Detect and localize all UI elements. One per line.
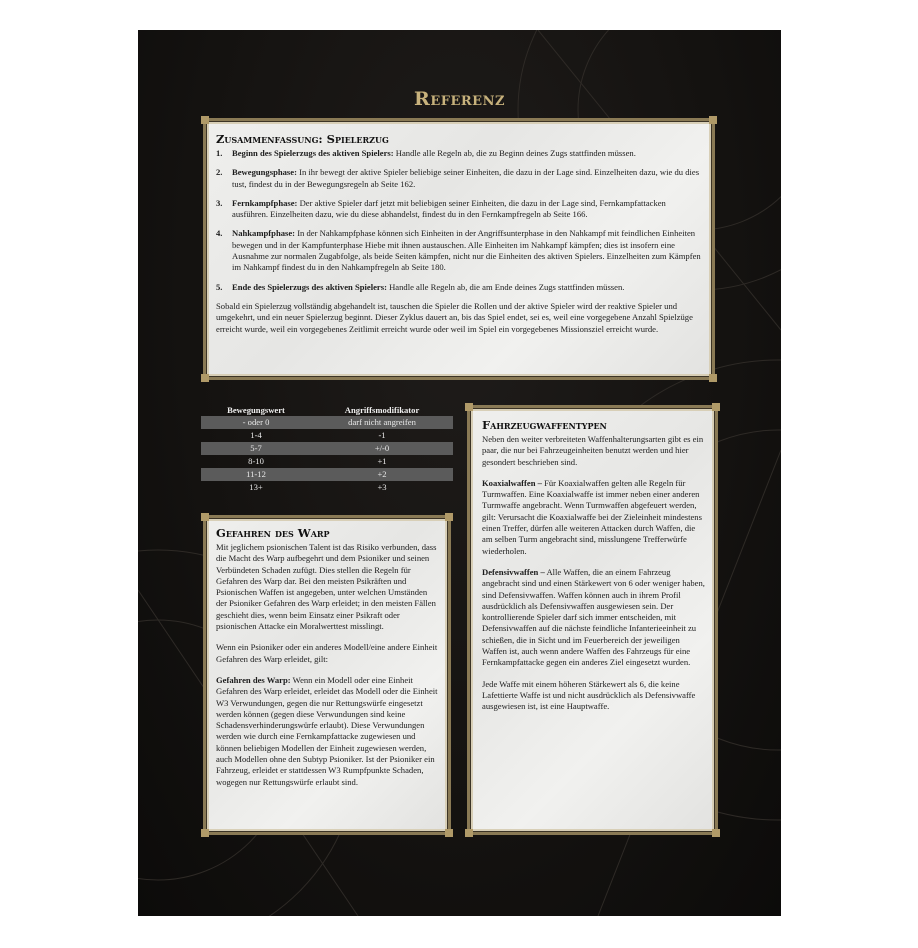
summary-closing: Sobald ein Spielerzug vollständig abgehandelt ist, tauschen die Spieler die Rollen und der aktive Spieler wird der reaktive Spieler und umgekehrt, und ein neuer Spielerzug beginnt. Dieser Zyklus dauert an, bis das Spiel endet, sei es, weil eine vorgegebene Anzahl Spielzüge erreicht wurde, weil ein vorgegebenes Zeitlimit erreicht wurde oder weil im Spiel ein vorgegebenes Missionsziel erreicht wurde. (216, 300, 693, 334)
vehicle-paragraph: Defensivwaffen – Alle Waffen, die an einem Fahrzeug angebracht sind und einen Stärkewert von 6 oder weniger haben, sind Defensivwaffen. Waffen können auch in ihrem Profil ausdrücklich als Defensivwaffen ausgewiesen sein. Der kontrollierende Spieler darf sich immer entscheiden, mit Defensivwaffen auf die nächste feindliche Infanterieeinheit zu schießen, die in Sicht und im Feuerbereich der jeweiligen Waffen ist, auch wenn andere Waffen des Fahrzeugs für eine Fernkampfattacke gegen ein anderes Ziel eingesetzt wurden. (482, 566, 705, 668)
table-row: 1-4 -1 (250, 430, 386, 440)
vehicle-weapon-types-panel (467, 405, 718, 835)
summary-step: 5. Ende des Spielerzugs des aktiven Spielers: Handle alle Regeln ab, die am Ende deines Zugs stattfinden müssen. (216, 281, 625, 292)
reference-page (138, 30, 781, 916)
warp-paragraph: Mit jeglichem psionischen Talent ist das Risiko verbunden, dass die Macht des Warp aufbegehrt und dem Psioniker und seinen Verbündeten Schaden zufügt. Dies stellen die Regeln für Gefahren des Warp dar. Bei den meisten Psikräften und Psionischen Waffen ist angegeben, unter welchen Umständen der Psioniker Gefahren des Warp erleidet; in den meisten Fällen geschieht dies, wenn beim Einsatz einer Psikraft oder psionischen Attacke ein Moralwerttest misslingt. (216, 542, 437, 632)
table-header: Bewegungswert (227, 405, 285, 415)
player-turn-summary-panel (203, 118, 715, 380)
table-row: 11-12 +2 (201, 468, 453, 481)
summary-step: 3. Fernkampfphase: Der aktive Spieler darf jetzt mit beliebigen seiner Einheiten, die dazu in der Lage sind, Fernkampfattacken ausführen. Einzelheiten dazu, wie du diese abhandelst, findest du in den Fernkampfregeln ab Seite 166. (216, 197, 666, 220)
table-row: 8-10 +1 (248, 456, 387, 466)
summary-step: 2. Bewegungsphase: In ihr bewegt der aktive Spieler beliebige seiner Einheiten, die dazu in der Lage sind. Einzelheiten dazu, wie du dies tust, findest du in der Bewegungsregeln ab Seite 162. (216, 167, 700, 189)
vehicle-heading: Fahrzeugwaffentypen (482, 418, 607, 432)
charge-modifier-table (201, 404, 453, 494)
vehicle-paragraph: Neben den weiter verbreiteten Waffenhalterungsarten gibt es ein paar, die nur bei Fahrzeugeinheiten benutzt werden und hier gesondert beschrieben sind. (482, 434, 704, 467)
vehicle-paragraph: Jede Waffe mit einem höheren Stärkewert als 6, die keine Lafettierte Waffe ist und nicht ausdrücklich als Defensivwaffe ausgewiesen ist, ist eine Hauptwaffe. (482, 678, 696, 712)
table-header: Angriffsmodifikator (344, 405, 420, 415)
summary-step: 1. Beginn des Spielerzugs des aktiven Spielers: Handle alle Regeln ab, die zu Beginn deines Zugs stattfinden müssen. (216, 148, 636, 158)
warp-heading: Gefahren des Warp (216, 526, 330, 540)
warp-paragraph: Wenn ein Psioniker oder ein anderes Modell/eine andere Einheit Gefahren des Warp erleidet, gilt: (216, 642, 438, 664)
table-row: 5-7 +/-0 (201, 442, 453, 455)
summary-heading: Zusammenfassung: Spielerzug (216, 132, 389, 146)
vehicle-paragraph: Koaxialwaffen – Für Koaxialwaffen gelten alle Regeln für Turmwaffen. Eine Koaxialwaffe ist immer neben einer anderen Turmwaffe angebracht. Wenn Turmwaffen abgefeuert werden, gilt: Verursacht die Koaxialwaffe bei der Zieleinheit mindestens einen Treffer, dürfen alle weiteren Attacken durch Waffen, die am selben Turm angebracht sind, misslungene Trefferwürfe wiederholen. (482, 477, 702, 556)
table-row: 13+ +3 (249, 482, 387, 492)
perils-of-the-warp-panel (203, 515, 451, 835)
table-row: - oder 0 darf nicht angreifen (201, 416, 453, 429)
summary-step: 4. Nahkampfphase: In der Nahkampfphase können sich Einheiten in der Angriffsunterphase in den Nahkampf mit feindlichen Einheiten bewegen und in der Kampfunterphase Hiebe mit ihnen austauschen. Alle Einheiten im Nahkampf kämpfen; dies ist insofern eine Ausnahme zur normalen Zugabfolge, als beide Seiten kämpfen, nicht nur die Einheiten des aktiven Spielers. Einzelheiten zum Kämpfen im Nahkampf findest du in den Nahkampfregeln ab Seite 180. (216, 228, 701, 273)
page-title: Referenz (414, 88, 505, 110)
warp-paragraph: Gefahren des Warp: Wenn ein Modell oder eine Einheit Gefahren des Warp erleidet, erleidet das Modell oder die Einheit W3 Verwundungen, gegen die nur Rettungswürfe eingesetzt werden können (gegen diese Verwundungen sind keine Schadensverhinderungswürfe erlaubt). Diese Verwundungen werden wie durch eine Fernkampfattacke zugewiesen und können beliebigen Modellen der Einheit zugewiesen werden, auch Modellen ohne den Subtyp Psioniker. Ist der Psioniker ein Fahrzeug, erleidet er stattdessen W3 Rumpfpunkte Schaden, wogegen nur Rettungswürfe erlaubt sind. (216, 674, 438, 787)
